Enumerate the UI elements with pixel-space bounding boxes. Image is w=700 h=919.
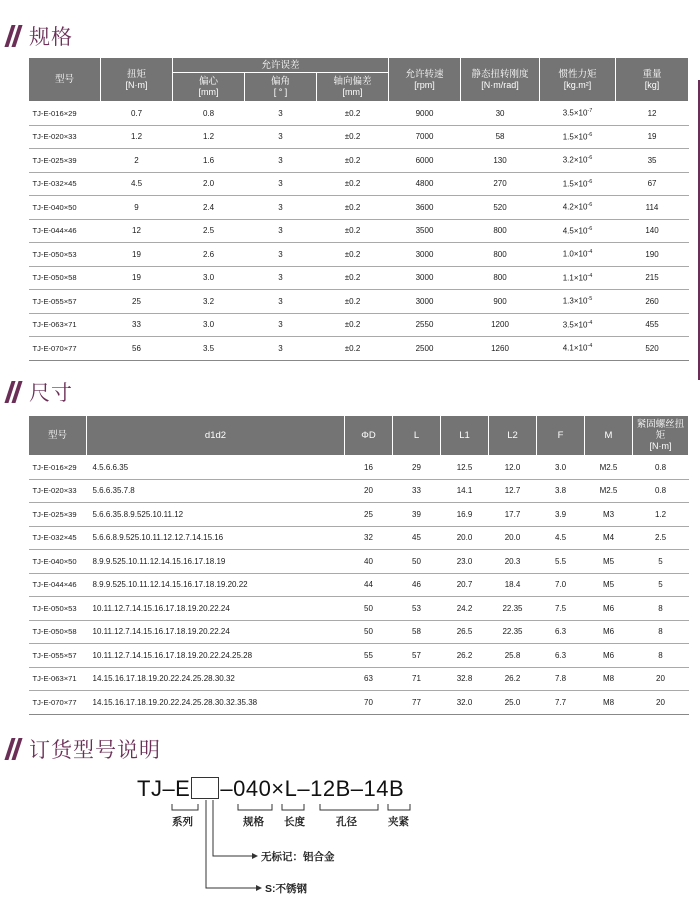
spec-table [28,57,689,361]
material-box [191,777,219,799]
dim-model-cell: TJ-E-055×57 [29,644,87,668]
dim-F-cell: 3.8 [537,479,585,503]
dim-L-cell: 58 [393,620,441,644]
dim-M-cell: M6 [585,597,633,621]
dim-F-cell: 7.7 [537,691,585,715]
dim-L-cell: 57 [393,644,441,668]
dim-L-cell: 53 [393,597,441,621]
spec-axial-cell: ±0.2 [317,337,389,361]
dim-L2-cell: 26.2 [489,667,537,691]
dim-L-cell: 29 [393,456,441,480]
dim-L2-cell: 12.7 [489,479,537,503]
dim-phiD-cell: 44 [345,573,393,597]
table-row [29,149,689,173]
spec-stiffness-cell: 58 [461,125,540,149]
dim-F-cell: 7.0 [537,573,585,597]
dim-model-cell: TJ-E-016×29 [29,456,87,480]
spec-axial-cell: ±0.2 [317,102,389,126]
dim-L-cell: 33 [393,479,441,503]
dim-model-cell: TJ-E-025×39 [29,503,87,527]
dim-L2-cell: 22.35 [489,597,537,621]
spec-axial-cell: ±0.2 [317,290,389,314]
header-inertia: 惯性力矩 [kg.m²] [540,58,616,102]
dim-M-cell: M8 [585,667,633,691]
table-row [29,290,689,314]
section-marker-icon [8,25,19,47]
dim-L2-cell: 12.0 [489,456,537,480]
dim-M-cell: M5 [585,550,633,574]
table-row [29,573,689,597]
dim-bore-list-cell: 5.6.6.35.7.8 [87,479,345,503]
table-row [29,550,689,574]
spec-axial-cell: ±0.2 [317,219,389,243]
dim-phiD-cell: 20 [345,479,393,503]
label-length: 长度 [284,816,305,828]
dim-bore-list-cell: 10.11.12.7.14.15.16.17.18.19.20.22.24 [87,620,345,644]
spec-weight-cell: 140 [616,219,689,243]
dim-screw-torque-cell: 20 [633,691,689,715]
spec-angle-cell: 3 [245,266,317,290]
dim-L-cell: 45 [393,526,441,550]
spec-eccentric-cell: 2.5 [173,219,245,243]
spec-stiffness-cell: 130 [461,149,540,173]
spec-axial-cell: ±0.2 [317,125,389,149]
dim-model-cell: TJ-E-032×45 [29,526,87,550]
order-section-title: 订货型号说明 [8,735,161,763]
dim-screw-torque-cell: 8 [633,597,689,621]
spec-axial-cell: ±0.2 [317,313,389,337]
spec-torque-cell: 25 [101,290,173,314]
spec-axial-cell: ±0.2 [317,243,389,267]
spec-inertia-cell: $1.5\times 10^{-6}$ [540,125,616,149]
label-material-aluminum: 无标记：铝合金 [261,851,335,863]
spec-model-cell: TJ-E-050×53 [29,243,101,267]
spec-section-title: 规格 [8,22,73,50]
table-row [29,125,689,149]
dim-L1-cell: 20.7 [441,573,489,597]
spec-inertia-cell: $4.1\times 10^{-4}$ [540,337,616,361]
dim-phiD-cell: 55 [345,644,393,668]
dim-bore-list-cell: 14.15.16.17.18.19.20.22.24.25.28.30.32 [87,667,345,691]
dim-L2-cell: 25.8 [489,644,537,668]
dim-bore-list-cell: 10.11.12.7.14.15.16.17.18.19.20.22.24.25.28 [87,644,345,668]
dim-L1-cell: 16.9 [441,503,489,527]
label-series: 系列 [172,816,193,828]
dim-L2-cell: 17.7 [489,503,537,527]
header-d1d2: d1d2 [87,416,345,456]
dim-M-cell: M8 [585,691,633,715]
spec-torque-cell: 33 [101,313,173,337]
dim-M-cell: M3 [585,503,633,527]
dim-bore-list-cell: 14.15.16.17.18.19.20.22.24.25.28.30.32.35.38 [87,691,345,715]
dim-M-cell: M5 [585,573,633,597]
dim-F-cell: 6.3 [537,620,585,644]
spec-angle-cell: 3 [245,337,317,361]
dim-L2-cell: 22.35 [489,620,537,644]
spec-model-cell: TJ-E-016×29 [29,102,101,126]
spec-inertia-cell: $1.3\times 10^{-5}$ [540,290,616,314]
header-model: 型号 [29,58,101,102]
header-screw-torque: 紧固螺丝扭矩 [N·m] [633,416,689,456]
dim-F-cell: 3.9 [537,503,585,527]
dim-L-cell: 71 [393,667,441,691]
spec-stiffness-cell: 800 [461,219,540,243]
dim-screw-torque-cell: 1.2 [633,503,689,527]
header-stiffness: 静态扭转刚度 [N·m/rad] [461,58,540,102]
dim-L1-cell: 26.2 [441,644,489,668]
dim-bore-list-cell: 10.11.12.7.14.15.16.17.18.19.20.22.24 [87,597,345,621]
spec-angle-cell: 3 [245,219,317,243]
spec-torque-cell: 9 [101,196,173,220]
table-row [29,667,689,691]
header-M: M [585,416,633,456]
header-speed: 允许转速 [rpm] [389,58,461,102]
dim-model-cell: TJ-E-040×50 [29,550,87,574]
table-row [29,219,689,243]
spec-inertia-cell: $3.5\times 10^{-4}$ [540,313,616,337]
spec-stiffness-cell: 1200 [461,313,540,337]
dim-L1-cell: 32.0 [441,691,489,715]
spec-speed-cell: 7000 [389,125,461,149]
dim-L2-cell: 20.0 [489,526,537,550]
spec-weight-cell: 12 [616,102,689,126]
dim-L2-cell: 18.4 [489,573,537,597]
spec-model-cell: TJ-E-040×50 [29,196,101,220]
spec-angle-cell: 3 [245,243,317,267]
spec-angle-cell: 3 [245,172,317,196]
dim-bore-list-cell: 5.6.6.8.9.525.10.11.12.12.7.14.15.16 [87,526,345,550]
spec-torque-cell: 19 [101,266,173,290]
spec-speed-cell: 6000 [389,149,461,173]
spec-weight-cell: 190 [616,243,689,267]
dim-L1-cell: 32.8 [441,667,489,691]
spec-eccentric-cell: 1.6 [173,149,245,173]
dim-L1-cell: 26.5 [441,620,489,644]
spec-eccentric-cell: 2.4 [173,196,245,220]
spec-model-cell: TJ-E-050×58 [29,266,101,290]
dim-screw-torque-cell: 5 [633,550,689,574]
spec-weight-cell: 114 [616,196,689,220]
spec-stiffness-cell: 800 [461,243,540,267]
dim-F-cell: 6.3 [537,644,585,668]
dim-screw-torque-cell: 5 [633,573,689,597]
spec-weight-cell: 455 [616,313,689,337]
dim-bore-list-cell: 8.9.9.525.10.11.12.14.15.16.17.18.19 [87,550,345,574]
spec-eccentric-cell: 3.0 [173,313,245,337]
dim-L-cell: 77 [393,691,441,715]
dim-L2-cell: 20.3 [489,550,537,574]
spec-torque-cell: 12 [101,219,173,243]
spec-speed-cell: 2500 [389,337,461,361]
header-F: F [537,416,585,456]
spec-angle-cell: 3 [245,149,317,173]
spec-stiffness-cell: 30 [461,102,540,126]
table-row [29,526,689,550]
section-marker-icon [8,381,19,403]
spec-speed-cell: 3500 [389,219,461,243]
dim-bore-list-cell: 8.9.9.525.10.11.12.14.15.16.17.18.19.20.22 [87,573,345,597]
dim-M-cell: M2.5 [585,456,633,480]
spec-stiffness-cell: 1260 [461,337,540,361]
spec-inertia-cell: $1.0\times 10^{-4}$ [540,243,616,267]
spec-inertia-cell: $1.5\times 10^{-6}$ [540,172,616,196]
header-L2: L2 [489,416,537,456]
spec-speed-cell: 3000 [389,266,461,290]
spec-weight-cell: 19 [616,125,689,149]
spec-inertia-cell: $4.5\times 10^{-6}$ [540,219,616,243]
spec-eccentric-cell: 3.5 [173,337,245,361]
label-clamp: 夹紧 [388,816,409,828]
spec-eccentric-cell: 3.2 [173,290,245,314]
spec-model-cell: TJ-E-044×46 [29,219,101,243]
dim-L2-cell: 25.0 [489,691,537,715]
spec-eccentric-cell: 2.6 [173,243,245,267]
header-angle: 偏角 [ ° ] [245,73,317,102]
spec-model-cell: TJ-E-063×71 [29,313,101,337]
table-row [29,620,689,644]
dim-F-cell: 4.5 [537,526,585,550]
table-row [29,503,689,527]
table-row [29,266,689,290]
spec-inertia-cell: $4.2\times 10^{-6}$ [540,196,616,220]
dim-section-title: 尺寸 [8,378,73,406]
spec-torque-cell: 19 [101,243,173,267]
spec-stiffness-cell: 900 [461,290,540,314]
table-row [29,597,689,621]
dim-F-cell: 7.8 [537,667,585,691]
dim-screw-torque-cell: 0.8 [633,456,689,480]
spec-torque-cell: 1.2 [101,125,173,149]
dim-table [28,415,689,715]
dim-L-cell: 39 [393,503,441,527]
dim-phiD-cell: 63 [345,667,393,691]
dim-model-cell: TJ-E-044×46 [29,573,87,597]
table-row [29,196,689,220]
spec-speed-cell: 3000 [389,243,461,267]
spec-axial-cell: ±0.2 [317,149,389,173]
table-row [29,313,689,337]
header-allowable-error: 允许误差 [173,58,389,73]
spec-torque-cell: 0.7 [101,102,173,126]
dim-screw-torque-cell: 8 [633,620,689,644]
dim-phiD-cell: 32 [345,526,393,550]
dim-phiD-cell: 25 [345,503,393,527]
spec-model-cell: TJ-E-020×33 [29,125,101,149]
spec-weight-cell: 215 [616,266,689,290]
spec-stiffness-cell: 520 [461,196,540,220]
header-L: L [393,416,441,456]
spec-model-cell: TJ-E-070×77 [29,337,101,361]
dim-L1-cell: 23.0 [441,550,489,574]
label-material-stainless: S:不锈钢 [265,883,307,895]
spec-eccentric-cell: 3.0 [173,266,245,290]
header-phiD: ΦD [345,416,393,456]
dim-bore-list-cell: 4.5.6.6.35 [87,456,345,480]
spec-eccentric-cell: 2.0 [173,172,245,196]
spec-stiffness-cell: 800 [461,266,540,290]
dim-phiD-cell: 16 [345,456,393,480]
dim-M-cell: M6 [585,644,633,668]
spec-model-cell: TJ-E-025×39 [29,149,101,173]
dim-model-cell: TJ-E-020×33 [29,479,87,503]
spec-speed-cell: 3600 [389,196,461,220]
spec-weight-cell: 260 [616,290,689,314]
label-spec: 规格 [243,816,264,828]
header-axial: 轴向偏差 [mm] [317,73,389,102]
spec-speed-cell: 9000 [389,102,461,126]
spec-angle-cell: 3 [245,290,317,314]
dim-L-cell: 50 [393,550,441,574]
spec-torque-cell: 2 [101,149,173,173]
section-marker-icon [8,738,19,760]
spec-eccentric-cell: 1.2 [173,125,245,149]
spec-model-cell: TJ-E-032×45 [29,172,101,196]
dim-model-cell: TJ-E-050×58 [29,620,87,644]
dim-L-cell: 46 [393,573,441,597]
dim-L1-cell: 20.0 [441,526,489,550]
spec-inertia-cell: $1.1\times 10^{-4}$ [540,266,616,290]
spec-angle-cell: 3 [245,102,317,126]
spec-stiffness-cell: 270 [461,172,540,196]
order-code-text: TJ–E –040×L–12B–14B [137,776,405,801]
table-row [29,456,689,480]
spec-weight-cell: 35 [616,149,689,173]
spec-model-cell: TJ-E-055×57 [29,290,101,314]
dim-L1-cell: 24.2 [441,597,489,621]
spec-eccentric-cell: 0.8 [173,102,245,126]
table-row [29,172,689,196]
dim-F-cell: 5.5 [537,550,585,574]
dim-screw-torque-cell: 20 [633,667,689,691]
dim-model-cell: TJ-E-050×53 [29,597,87,621]
dim-M-cell: M2.5 [585,479,633,503]
label-bore: 孔径 [336,816,357,828]
spec-angle-cell: 3 [245,313,317,337]
dim-model-cell: TJ-E-063×71 [29,667,87,691]
dim-F-cell: 3.0 [537,456,585,480]
table-row [29,691,689,715]
spec-speed-cell: 4800 [389,172,461,196]
dim-phiD-cell: 50 [345,597,393,621]
spec-speed-cell: 2550 [389,313,461,337]
spec-axial-cell: ±0.2 [317,172,389,196]
dim-F-cell: 7.5 [537,597,585,621]
spec-inertia-cell: $3.5\times 10^{-7}$ [540,102,616,126]
spec-inertia-cell: $3.2\times 10^{-6}$ [540,149,616,173]
dim-M-cell: M4 [585,526,633,550]
header-weight: 重量 [kg] [616,58,689,102]
dim-model-cell: TJ-E-070×77 [29,691,87,715]
table-row [29,337,689,361]
dim-screw-torque-cell: 8 [633,644,689,668]
header-torque: 扭矩 [N·m] [101,58,173,102]
spec-weight-cell: 520 [616,337,689,361]
table-row [29,102,689,126]
table-row [29,243,689,267]
dim-L1-cell: 14.1 [441,479,489,503]
header-L1: L1 [441,416,489,456]
spec-weight-cell: 67 [616,172,689,196]
dim-phiD-cell: 70 [345,691,393,715]
dim-phiD-cell: 50 [345,620,393,644]
spec-torque-cell: 4.5 [101,172,173,196]
dim-screw-torque-cell: 2.5 [633,526,689,550]
table-row [29,479,689,503]
dim-bore-list-cell: 5.6.6.35.8.9.525.10.11.12 [87,503,345,527]
spec-angle-cell: 3 [245,125,317,149]
header-eccentric: 偏心 [mm] [173,73,245,102]
dim-L1-cell: 12.5 [441,456,489,480]
spec-torque-cell: 56 [101,337,173,361]
spec-axial-cell: ±0.2 [317,196,389,220]
dim-M-cell: M6 [585,620,633,644]
dim-phiD-cell: 40 [345,550,393,574]
spec-angle-cell: 3 [245,196,317,220]
header-model: 型号 [29,416,87,456]
spec-speed-cell: 3000 [389,290,461,314]
spec-axial-cell: ±0.2 [317,266,389,290]
table-row [29,644,689,668]
dim-screw-torque-cell: 0.8 [633,479,689,503]
